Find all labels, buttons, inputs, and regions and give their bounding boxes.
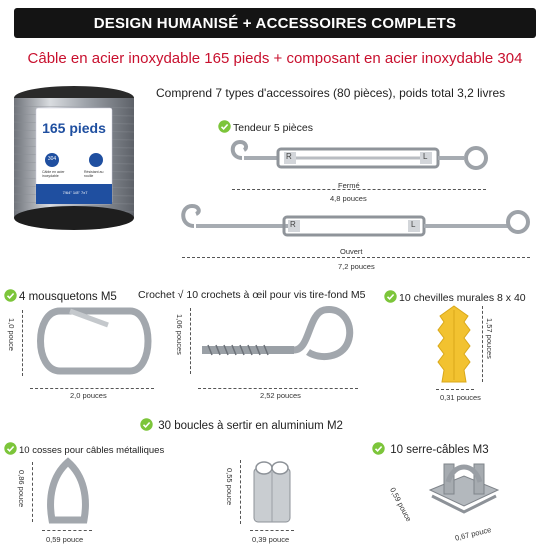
anchor-height: 1,57 pouces [485,318,494,359]
anchor-title: 10 chevilles murales 8 x 40 [384,290,526,304]
ferrule-title: 30 boucles à sertir en aluminium M2 [140,418,343,432]
anchor-image [434,304,474,384]
cable-spool-image [10,84,138,232]
clamp-height: 0,59 pouce [388,486,414,524]
check-icon [384,290,397,303]
eye-screw-height: 1,06 pouces [175,314,184,355]
spool-small-text-2: Résistant au rouille [84,170,104,178]
carabiner-image [30,305,158,377]
banner: DESIGN HUMANISÉ + ACCESSOIRES COMPLETS [14,8,536,38]
turnbuckle-title: Tendeur 5 pièces [218,120,313,134]
ferrule-height-line [240,460,241,524]
thimble-width: 0,59 pouce [46,535,84,544]
summary-text: Comprend 7 types d'accessoires (80 pièces), poids total 3,2 livres [156,86,506,100]
clamp-width: 0,67 pouce [454,525,493,543]
closed-value: 4,8 pouces [330,194,367,203]
stamp-r-open: R [290,220,296,229]
eye-screw-width-line [198,388,358,389]
page-title: Câble en acier inoxydable 165 pieds + composant en acier inoxydable 304 [27,50,523,67]
check-icon [218,120,231,133]
eye-screw-image [198,300,358,386]
clamp-image [424,456,504,522]
carabiner-height: 1,0 pouce [7,318,16,351]
spool-label: 165 pieds [42,120,106,136]
thimble-height: 0,86 pouce [17,470,26,508]
check-icon [4,442,17,455]
open-value: 7,2 pouces [338,262,375,271]
spool-small-text-3: 7/64" 1/8" 7x7 [62,190,88,195]
stamp-l-open: L [411,220,416,229]
anchor-width-line [436,389,474,390]
check-icon [372,442,385,455]
thimble-height-line [32,462,33,522]
spool-small-text: Câble en acier inoxydable [42,170,65,178]
stamp-r: R [286,152,292,161]
spool-badge: 304 [47,156,57,162]
eye-screw-title: Crochet √ 10 crochets à œil pour vis tire-fond M5 [138,289,366,301]
thimble-title: 10 cosses pour câbles métalliques [4,442,164,456]
ferrule-image [250,458,294,524]
stamp-l: L [423,152,428,161]
open-label: Ouvert [340,247,363,256]
thimble-image [42,460,94,524]
check-icon [4,289,17,302]
turnbuckle-open-image [178,200,532,246]
turnbuckle-closed-image [228,138,490,178]
ferrule-height: 0,55 pouce [225,468,234,506]
carabiner-width: 2,0 pouces [70,391,107,400]
closed-label: Fermé [338,181,360,190]
ferrule-width: 0,39 pouce [252,535,290,544]
ferrule-width-line [250,530,294,531]
anchor-width: 0,31 pouces [440,393,481,402]
thimble-width-line [42,530,92,531]
eye-screw-height-line [190,308,191,374]
eye-screw-width: 2,52 pouces [260,391,301,400]
clamp-title: 10 serre-câbles M3 [372,442,489,456]
open-dim-line [182,257,530,258]
carabiner-width-line [30,388,154,389]
anchor-height-line [482,306,483,382]
carabiner-title: 4 mousquetons M5 [4,289,117,303]
carabiner-height-line [22,310,23,376]
check-icon [140,418,153,431]
